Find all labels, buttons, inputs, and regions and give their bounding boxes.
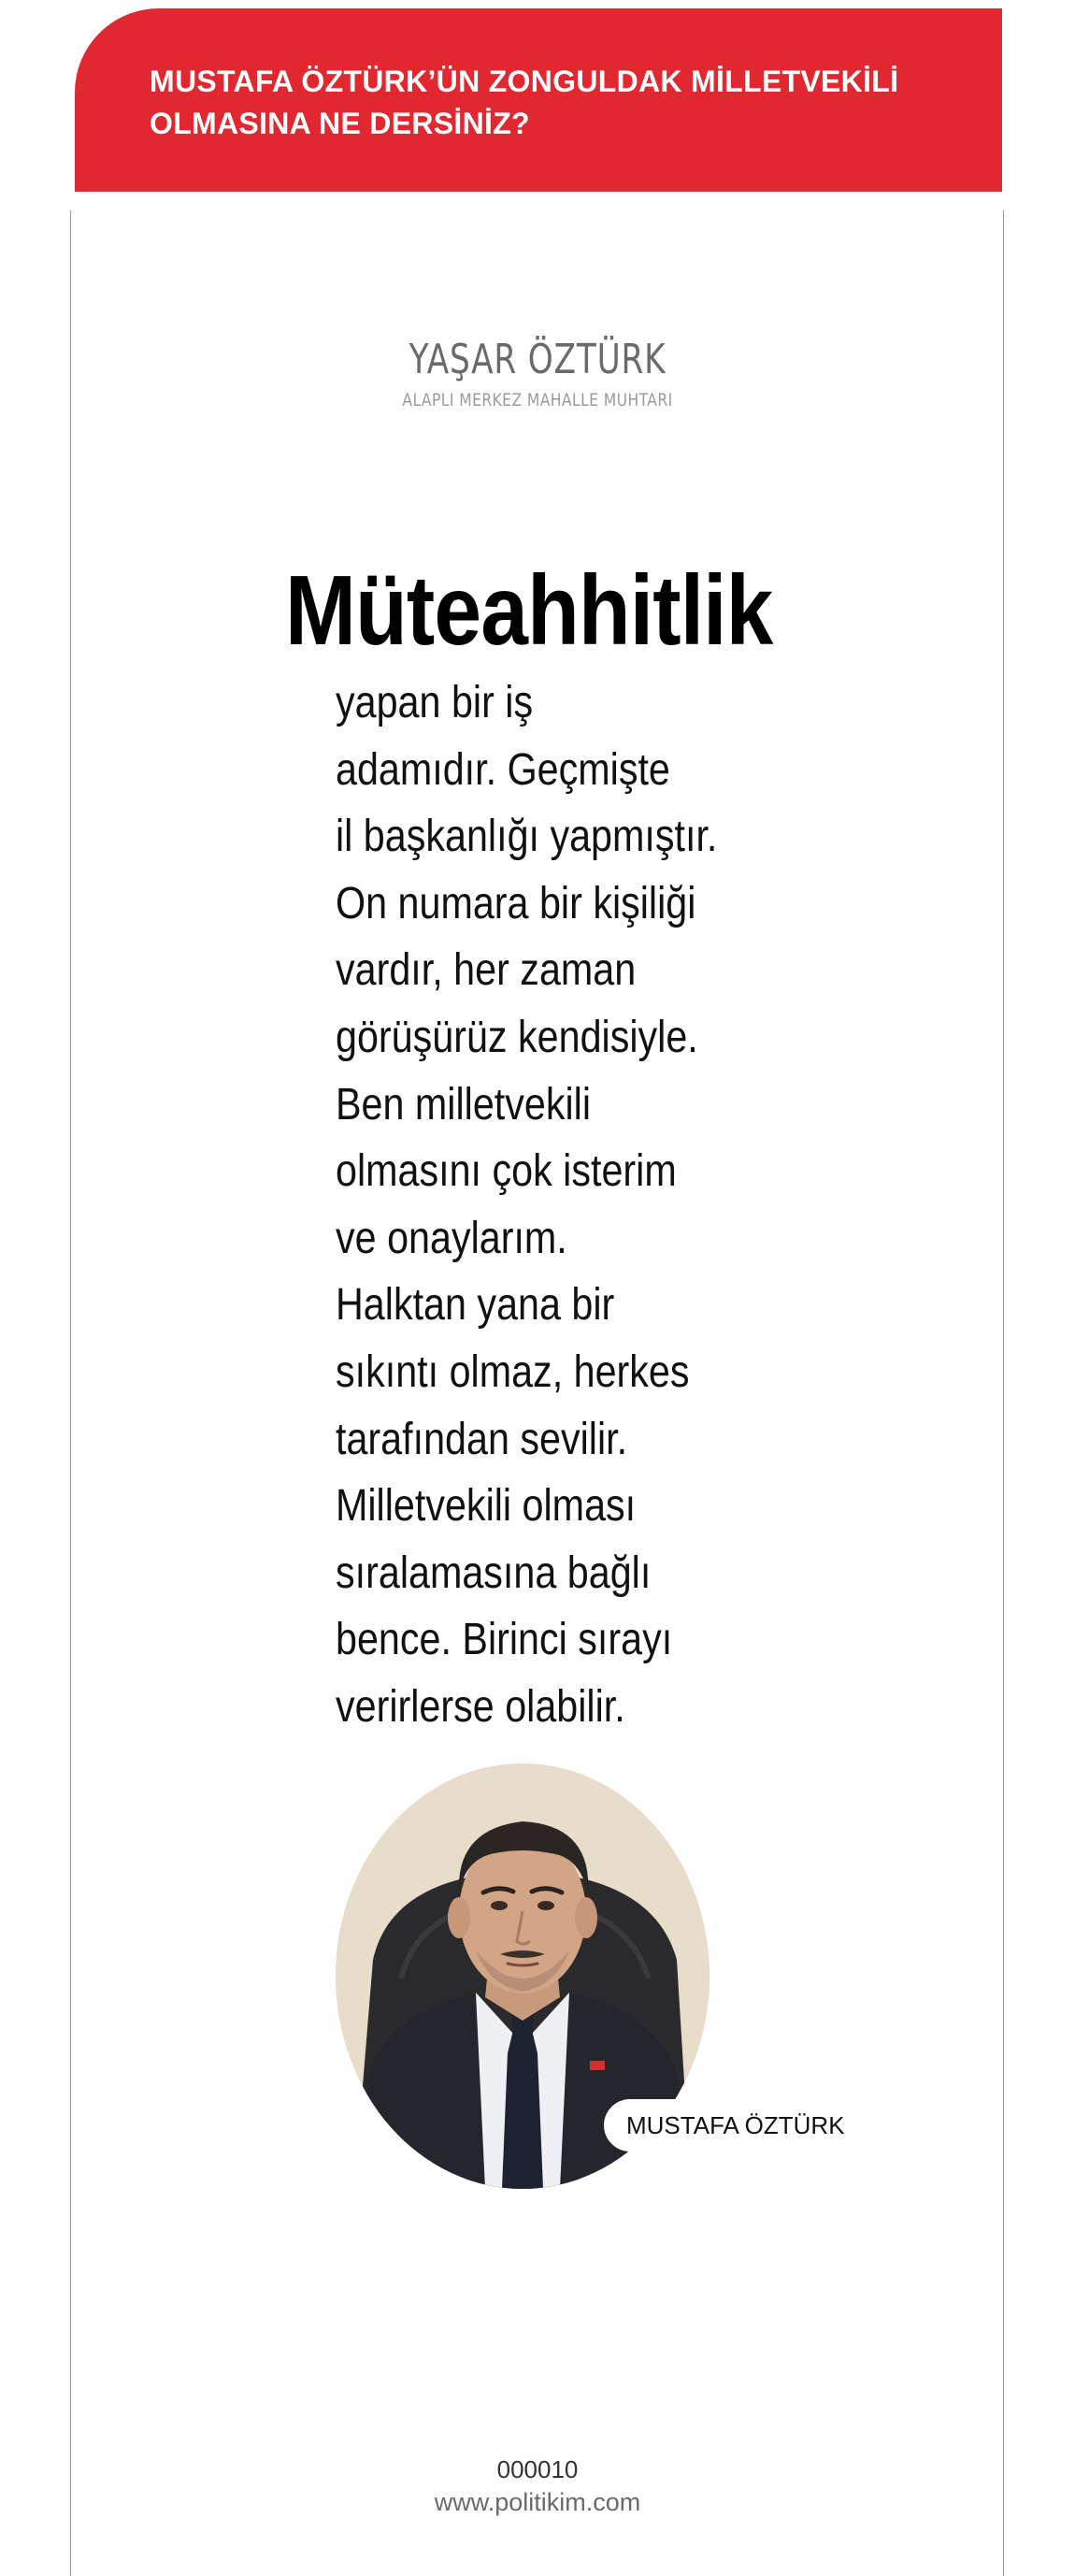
photo-caption (604, 2099, 864, 2151)
author-block (0, 332, 1075, 412)
footer-site-link[interactable]: www.politikim.com (434, 2488, 641, 2516)
photo-caption-text: MUSTAFA ÖZTÜRK (626, 2110, 845, 2139)
author-name: YAŞAR ÖZTÜRK (408, 336, 666, 383)
header-banner (75, 8, 1002, 192)
author-role: ALAPLI MERKEZ MAHALLE MUHTARI (402, 390, 673, 410)
header-title: MUSTAFA ÖZTÜRK’ÜN ZONGULDAK MİLLETVEKİLİ OLMASINA NE DERSİNİZ? (150, 65, 899, 140)
footer-code: 000010 (496, 2455, 579, 2483)
footer (0, 2454, 1075, 2519)
article-headline: Müteahhitlik (285, 555, 773, 666)
article-body: yapan bir iş adamıdır. Geçmişte il başkanlığı yapmıştır. On numara bir kişiliği vardır, her zaman görüşürüz kendisiyle. Ben milletvekili olmasını çok isterim ve onaylarım. Halktan yana bir sıkıntı olmaz, herkes tarafından sevilir. Milletvekili olması sıralamasına bağlı bence. Birinci sırayı verirlerse olabilir. (336, 678, 718, 1732)
